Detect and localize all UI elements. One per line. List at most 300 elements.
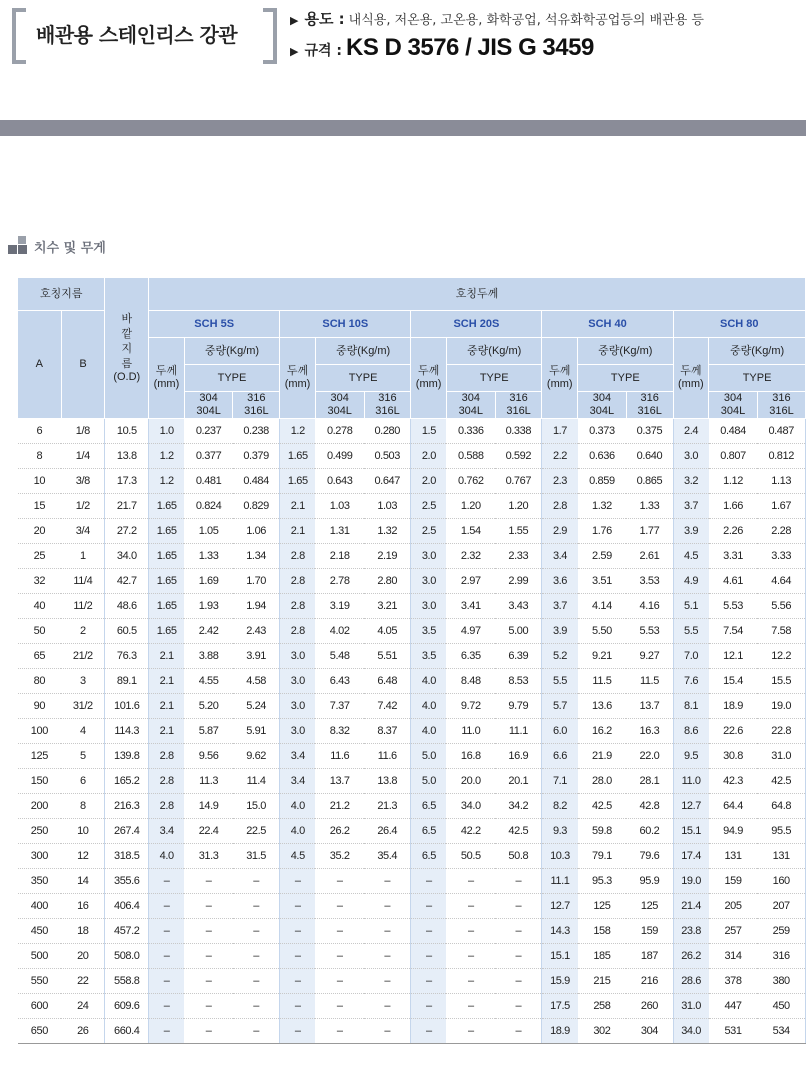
grade-header — [364, 392, 411, 419]
table-cell: 11.5 — [626, 669, 673, 694]
table-cell: 304 — [626, 1019, 673, 1044]
table-cell: – — [364, 869, 411, 894]
weight-header: 중량(Kg/m) — [709, 338, 806, 365]
thickness-label: 두께 — [155, 365, 178, 378]
table-cell: 3.41 — [446, 594, 495, 619]
table-cell: 32 — [18, 569, 62, 594]
table-cell: 76.3 — [105, 644, 149, 669]
table-cell: – — [411, 919, 447, 944]
page-title: 배관용 스테인리스 강관 — [36, 23, 238, 47]
table-cell: 3.33 — [757, 544, 805, 569]
table-cell: – — [364, 994, 411, 1019]
table-cell: 16 — [61, 894, 105, 919]
grade-secondary: 304L — [458, 405, 484, 417]
grade-secondary: 304L — [589, 405, 615, 417]
table-cell: 457.2 — [105, 919, 149, 944]
table-cell: 1.12 — [709, 469, 758, 494]
table-cell: 3/8 — [61, 469, 105, 494]
table-cell: 139.8 — [105, 744, 149, 769]
table-cell: 11.6 — [315, 744, 364, 769]
triangle-bullet-icon: ▶ — [290, 45, 299, 58]
table-cell: 1.93 — [184, 594, 233, 619]
table-cell: 95.3 — [578, 869, 627, 894]
table-cell: 0.647 — [364, 469, 411, 494]
table-cell: – — [280, 1019, 316, 1044]
table-cell: 450 — [757, 994, 805, 1019]
table-cell: 12 — [61, 844, 105, 869]
table-cell: 2.33 — [495, 544, 542, 569]
table-cell: 94.9 — [709, 819, 758, 844]
table-cell: 5.50 — [578, 619, 627, 644]
table-cell: 3.43 — [495, 594, 542, 619]
grade-header — [184, 392, 233, 419]
table-cell: 10.3 — [542, 844, 578, 869]
table-cell: 18.9 — [709, 694, 758, 719]
table-cell: 0.238 — [233, 419, 280, 444]
table-cell: – — [315, 1019, 364, 1044]
table-cell: – — [149, 994, 185, 1019]
table-cell: 42.3 — [709, 769, 758, 794]
table-cell: – — [184, 894, 233, 919]
table-cell: – — [149, 969, 185, 994]
thickness-unit: (mm) — [153, 378, 180, 390]
table-cell: 1.5 — [411, 419, 447, 444]
table-cell: – — [233, 1019, 280, 1044]
table-cell: 1.03 — [315, 494, 364, 519]
table-cell: 558.8 — [105, 969, 149, 994]
table-cell: – — [364, 944, 411, 969]
table-cell: 4.97 — [446, 619, 495, 644]
table-cell: 1.2 — [280, 419, 316, 444]
table-cell: – — [233, 919, 280, 944]
table-cell: 7.1 — [542, 769, 578, 794]
grade-header — [315, 392, 364, 419]
table-cell: 0.588 — [446, 444, 495, 469]
table-cell: 3.9 — [542, 619, 578, 644]
thickness-label: 두께 — [286, 365, 309, 378]
table-cell: 125 — [578, 894, 627, 919]
table-cell: – — [411, 869, 447, 894]
table-cell: 400 — [18, 894, 62, 919]
table-cell: 0.829 — [233, 494, 280, 519]
table-cell: 2.8 — [542, 494, 578, 519]
table-row — [18, 919, 806, 944]
table-cell: 2.59 — [578, 544, 627, 569]
table-cell: 31.3 — [184, 844, 233, 869]
table-cell: 2.78 — [315, 569, 364, 594]
table-cell: 2.61 — [626, 544, 673, 569]
table-cell: 101.6 — [105, 694, 149, 719]
table-cell: 5.7 — [542, 694, 578, 719]
table-cell: 5.24 — [233, 694, 280, 719]
table-cell: 22.6 — [709, 719, 758, 744]
table-cell: 2.8 — [149, 769, 185, 794]
grade-secondary: 304L — [720, 405, 746, 417]
table-cell: 11.1 — [542, 869, 578, 894]
table-cell: 11/2 — [61, 594, 105, 619]
table-cell: 12.1 — [709, 644, 758, 669]
table-cell: 9.79 — [495, 694, 542, 719]
table-cell: 3.0 — [280, 719, 316, 744]
table-cell: 216 — [626, 969, 673, 994]
table-cell: 2.9 — [542, 519, 578, 544]
table-cell: 15.9 — [542, 969, 578, 994]
section-header — [8, 236, 106, 256]
triangle-bullet-icon: ▶ — [290, 14, 299, 27]
grade-header — [578, 392, 627, 419]
table-cell: 8.37 — [364, 719, 411, 744]
table-cell: 3.91 — [233, 644, 280, 669]
spec-value: KS D 3576 / JIS G 3459 — [346, 34, 594, 61]
table-cell: 3/4 — [61, 519, 105, 544]
table-cell: 2.4 — [673, 419, 709, 444]
table-cell: 0.859 — [578, 469, 627, 494]
table-cell: 17.4 — [673, 844, 709, 869]
grade-secondary: 316L — [375, 405, 400, 417]
table-cell: 3.7 — [673, 494, 709, 519]
thickness-header — [542, 338, 578, 419]
table-cell: 26.2 — [673, 944, 709, 969]
table-cell: 4.58 — [233, 669, 280, 694]
table-cell: 3.31 — [709, 544, 758, 569]
table-cell: 185 — [578, 944, 627, 969]
table-cell: 3.0 — [280, 669, 316, 694]
table-cell: – — [446, 969, 495, 994]
table-cell: 2.42 — [184, 619, 233, 644]
table-cell: 26.2 — [315, 819, 364, 844]
table-row — [18, 944, 806, 969]
squares-icon — [8, 236, 28, 256]
table-cell: 1.13 — [757, 469, 805, 494]
table-row — [18, 794, 806, 819]
schedule-header: SCH 80 — [673, 311, 805, 338]
table-cell: 2.28 — [757, 519, 805, 544]
table-cell: 14.9 — [184, 794, 233, 819]
table-cell: – — [315, 944, 364, 969]
grade-header — [626, 392, 673, 419]
table-cell: 64.4 — [709, 794, 758, 819]
thickness-label: 두께 — [680, 365, 702, 378]
table-cell: 3.0 — [411, 544, 447, 569]
table-cell: 16.2 — [578, 719, 627, 744]
outer-diameter-unit: (O.D) — [113, 371, 141, 384]
table-cell: 20 — [61, 944, 105, 969]
table-cell: 89.1 — [105, 669, 149, 694]
table-cell: 3.9 — [673, 519, 709, 544]
table-row — [18, 719, 806, 744]
table-cell: 2.1 — [280, 519, 316, 544]
table-cell: 5.87 — [184, 719, 233, 744]
table-cell: 1.31 — [315, 519, 364, 544]
table-cell: 650 — [18, 1019, 62, 1044]
table-cell: 14.3 — [542, 919, 578, 944]
table-cell: 34.2 — [495, 794, 542, 819]
table-cell: 1.34 — [233, 544, 280, 569]
table-cell: 2.8 — [280, 619, 316, 644]
table-cell: 42.5 — [495, 819, 542, 844]
table-cell: 160 — [757, 869, 805, 894]
table-cell: 5.53 — [709, 594, 758, 619]
table-cell: – — [411, 994, 447, 1019]
table-cell: 0.636 — [578, 444, 627, 469]
table-cell: 28.6 — [673, 969, 709, 994]
table-cell: 7.42 — [364, 694, 411, 719]
table-cell: 20.1 — [495, 769, 542, 794]
schedule-header: SCH 10S — [280, 311, 411, 338]
table-cell: 4.16 — [626, 594, 673, 619]
table-cell: 450 — [18, 919, 62, 944]
table-row — [18, 494, 806, 519]
table-cell: – — [446, 919, 495, 944]
table-cell: 26.4 — [364, 819, 411, 844]
table-cell: 0.481 — [184, 469, 233, 494]
table-cell: 0.499 — [315, 444, 364, 469]
table-cell: 5.91 — [233, 719, 280, 744]
thickness-unit: (mm) — [284, 378, 311, 390]
table-cell: 4.5 — [280, 844, 316, 869]
table-cell: 64.8 — [757, 794, 805, 819]
table-cell: – — [411, 969, 447, 994]
table-cell: 0.865 — [626, 469, 673, 494]
table-cell: 15 — [18, 494, 62, 519]
table-cell: 260 — [626, 994, 673, 1019]
table-cell: 1.77 — [626, 519, 673, 544]
thickness-header — [149, 338, 185, 419]
dimension-weight-table — [17, 277, 806, 1044]
table-cell: 3.21 — [364, 594, 411, 619]
table-row — [18, 1019, 806, 1044]
table-cell: 1.69 — [184, 569, 233, 594]
thickness-header — [411, 338, 447, 419]
table-row — [18, 544, 806, 569]
table-cell: 5.2 — [542, 644, 578, 669]
table-cell: 6.6 — [542, 744, 578, 769]
table-cell: 2.8 — [280, 544, 316, 569]
table-cell: 27.2 — [105, 519, 149, 544]
table-cell: 207 — [757, 894, 805, 919]
table-cell: 5.1 — [673, 594, 709, 619]
table-cell: 378 — [709, 969, 758, 994]
table-cell: 11.0 — [673, 769, 709, 794]
table-cell: 1.32 — [578, 494, 627, 519]
table-cell: 9.72 — [446, 694, 495, 719]
table-cell: – — [411, 1019, 447, 1044]
table-cell: 6.0 — [542, 719, 578, 744]
table-cell: – — [495, 919, 542, 944]
table-row — [18, 644, 806, 669]
table-cell: 9.27 — [626, 644, 673, 669]
grade-secondary: 316L — [244, 405, 269, 417]
weight-header: 중량(Kg/m) — [184, 338, 280, 365]
table-cell: 1.7 — [542, 419, 578, 444]
table-cell: 4.0 — [411, 694, 447, 719]
table-cell: 2.0 — [411, 444, 447, 469]
grade-header — [709, 392, 758, 419]
table-cell: 550 — [18, 969, 62, 994]
table-cell: – — [495, 969, 542, 994]
table-cell: 11.1 — [495, 719, 542, 744]
table-cell: 250 — [18, 819, 62, 844]
table-cell: – — [280, 944, 316, 969]
table-cell: 24 — [61, 994, 105, 1019]
table-cell: 23.8 — [673, 919, 709, 944]
table-cell: – — [411, 894, 447, 919]
table-cell: 0.379 — [233, 444, 280, 469]
table-cell: 1.33 — [626, 494, 673, 519]
table-cell: 34.0 — [673, 1019, 709, 1044]
table-cell: 5.51 — [364, 644, 411, 669]
table-cell: 11.6 — [364, 744, 411, 769]
table-cell: 18.9 — [542, 1019, 578, 1044]
table-cell: 5.20 — [184, 694, 233, 719]
table-cell: 3.6 — [542, 569, 578, 594]
table-cell: 4.55 — [184, 669, 233, 694]
table-cell: 7.58 — [757, 619, 805, 644]
table-row — [18, 869, 806, 894]
table-cell: 2.1 — [149, 669, 185, 694]
table-cell: 42.5 — [578, 794, 627, 819]
table-cell: 2.80 — [364, 569, 411, 594]
table-cell: 22.4 — [184, 819, 233, 844]
table-cell: – — [364, 894, 411, 919]
table-cell: 3.0 — [280, 694, 316, 719]
table-cell: 31.0 — [757, 744, 805, 769]
table-cell: 0.338 — [495, 419, 542, 444]
grade-primary: 316 — [247, 392, 266, 405]
table-cell: 5.53 — [626, 619, 673, 644]
table-cell: 22.0 — [626, 744, 673, 769]
table-cell: 7.0 — [673, 644, 709, 669]
table-cell: 406.4 — [105, 894, 149, 919]
table-cell: – — [280, 994, 316, 1019]
table-cell: 3.4 — [280, 744, 316, 769]
thickness-unit: (mm) — [546, 378, 573, 390]
table-cell: – — [364, 969, 411, 994]
table-cell: – — [149, 869, 185, 894]
table-cell: 0.503 — [364, 444, 411, 469]
table-cell: 1/4 — [61, 444, 105, 469]
table-cell: 3.4 — [542, 544, 578, 569]
table-cell: 9.5 — [673, 744, 709, 769]
table-cell: 7.6 — [673, 669, 709, 694]
table-cell: 318.5 — [105, 844, 149, 869]
table-cell: 2.8 — [280, 594, 316, 619]
grade-primary: 316 — [509, 392, 528, 405]
table-cell: 302 — [578, 1019, 627, 1044]
table-cell: 500 — [18, 944, 62, 969]
table-cell: 1.65 — [280, 444, 316, 469]
table-cell: 1.2 — [149, 444, 185, 469]
table-cell: 2.18 — [315, 544, 364, 569]
table-cell: 21/2 — [61, 644, 105, 669]
table-cell: 16.9 — [495, 744, 542, 769]
table-cell: 531 — [709, 1019, 758, 1044]
table-cell: 8 — [61, 794, 105, 819]
table-cell: 100 — [18, 719, 62, 744]
thickness-unit: (mm) — [415, 378, 442, 390]
table-cell: 447 — [709, 994, 758, 1019]
table-cell: 1.2 — [149, 469, 185, 494]
table-cell: – — [446, 994, 495, 1019]
table-cell: 11.0 — [446, 719, 495, 744]
table-cell: 42.8 — [626, 794, 673, 819]
grade-secondary: 304L — [196, 405, 221, 417]
table-cell: 2.32 — [446, 544, 495, 569]
grade-secondary: 304L — [327, 405, 352, 417]
schedule-header: SCH 40 — [542, 311, 673, 338]
table-cell: – — [315, 994, 364, 1019]
table-cell: 11.5 — [578, 669, 627, 694]
table-cell: 4.61 — [709, 569, 758, 594]
table-cell: 6 — [18, 419, 62, 444]
table-cell: 80 — [18, 669, 62, 694]
table-cell: 609.6 — [105, 994, 149, 1019]
table-cell: – — [184, 944, 233, 969]
info-block — [290, 8, 704, 64]
table-cell: 15.1 — [673, 819, 709, 844]
table-cell: 14 — [61, 869, 105, 894]
table-cell: 60.5 — [105, 619, 149, 644]
table-cell: 8.6 — [673, 719, 709, 744]
table-cell: 2.8 — [280, 569, 316, 594]
table-cell: 600 — [18, 994, 62, 1019]
table-cell: – — [149, 894, 185, 919]
table-cell: 350 — [18, 869, 62, 894]
table-cell: 26 — [61, 1019, 105, 1044]
table-cell: 1.03 — [364, 494, 411, 519]
header-nominal-thickness: 호칭두께 — [149, 278, 806, 311]
header-col-a: A — [18, 311, 62, 419]
table-cell: 19.0 — [757, 694, 805, 719]
table-cell: 4.0 — [411, 719, 447, 744]
table-cell: 48.6 — [105, 594, 149, 619]
table-cell: 0.807 — [709, 444, 758, 469]
table-cell: 9.62 — [233, 744, 280, 769]
table-cell: – — [495, 894, 542, 919]
table-cell: – — [149, 919, 185, 944]
table-cell: 19.0 — [673, 869, 709, 894]
table-cell: 8.53 — [495, 669, 542, 694]
table-cell: 5.00 — [495, 619, 542, 644]
table-cell: 42.5 — [757, 769, 805, 794]
table-cell: 25 — [18, 544, 62, 569]
table-cell: 50.5 — [446, 844, 495, 869]
table-cell: 534 — [757, 1019, 805, 1044]
table-cell: 18 — [61, 919, 105, 944]
table-cell: 28.1 — [626, 769, 673, 794]
table-cell: – — [446, 944, 495, 969]
table-cell: 0.278 — [315, 419, 364, 444]
table-cell: 40 — [18, 594, 62, 619]
table-cell: 2.5 — [411, 494, 447, 519]
table-cell: 13.8 — [364, 769, 411, 794]
table-cell: 20.0 — [446, 769, 495, 794]
spec-label: 규격 : — [304, 43, 342, 59]
table-cell: 267.4 — [105, 819, 149, 844]
table-cell: 15.5 — [757, 669, 805, 694]
thickness-unit: (mm) — [678, 378, 704, 390]
table-cell: 0.812 — [757, 444, 805, 469]
table-cell: 5.5 — [673, 619, 709, 644]
table-cell: – — [495, 869, 542, 894]
thickness-header — [280, 338, 316, 419]
table-cell: – — [495, 994, 542, 1019]
table-cell: 90 — [18, 694, 62, 719]
table-cell: 9.21 — [578, 644, 627, 669]
table-cell: 15.4 — [709, 669, 758, 694]
table-cell: – — [280, 894, 316, 919]
table-cell: – — [184, 919, 233, 944]
